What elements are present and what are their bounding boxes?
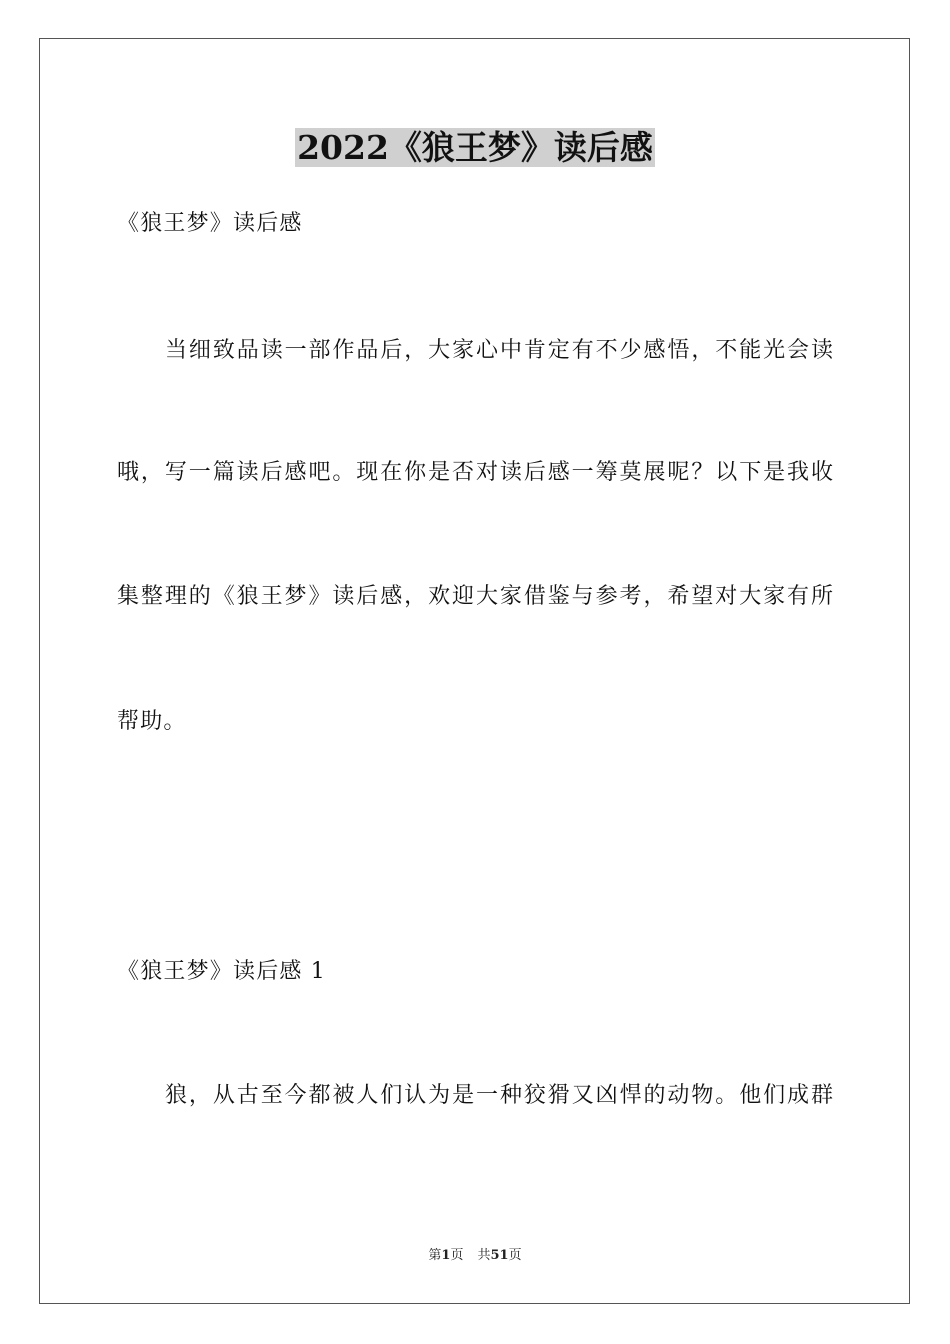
document-title bbox=[0, 126, 950, 170]
intro-line-3: 集整理的《狼王梦》读后感，欢迎大家借鉴与参考，希望对大家有所 bbox=[117, 584, 833, 609]
footer-total-suffix: 页 bbox=[508, 1248, 522, 1263]
footer-page-current: 1 bbox=[441, 1248, 451, 1263]
footer-page-total: 51 bbox=[490, 1248, 509, 1263]
footer-page-suffix: 页 bbox=[450, 1248, 464, 1263]
section-heading: 《狼王梦》读后感 1 bbox=[117, 959, 326, 984]
footer-page-prefix: 第 bbox=[428, 1248, 442, 1263]
intro-line-2: 哦，写一篇读后感吧。现在你是否对读后感一筹莫展呢？以下是我收 bbox=[117, 460, 833, 485]
footer-total-prefix: 共 bbox=[477, 1248, 491, 1263]
intro-line-1: 当细致品读一部作品后，大家心中肯定有不少感悟，不能光会读 bbox=[165, 338, 833, 363]
document-subtitle: 《狼王梦》读后感 bbox=[117, 211, 303, 236]
intro-line-4: 帮助。 bbox=[117, 709, 187, 734]
page-footer bbox=[0, 1247, 950, 1265]
document-title-text: 2022《狼王梦》读后感 bbox=[297, 128, 653, 167]
section-line-1: 狼，从古至今都被人们认为是一种狡猾又凶悍的动物。他们成群 bbox=[165, 1083, 833, 1108]
